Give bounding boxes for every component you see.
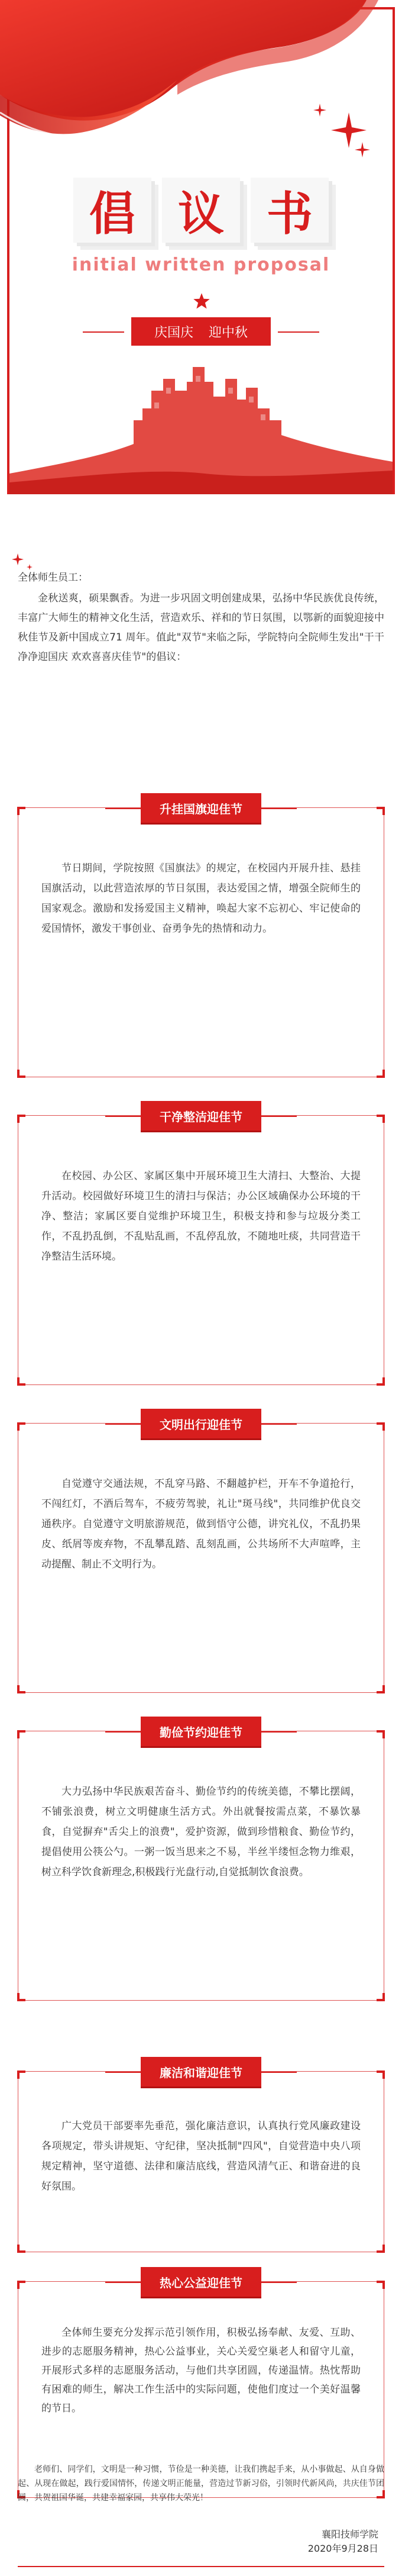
- section-flag: [18, 793, 384, 1077]
- section-integrity: [18, 2057, 384, 2252]
- section-frame: [18, 807, 384, 1077]
- intro-paragraph: 金秋送爽，硕果飘香。为进一步巩固文明创建成果，弘扬中华民族优良传统，丰富广大师生的精神文化生活，营造欢乐、祥和的节日氛围，以鄂新的面貌迎接中秋佳节及新中国成立71 周年。值此"双节"来临之际，学院特向全院师生发出"干干净净迎国庆 欢欢喜喜庆佳节"的倡议：: [18, 593, 384, 663]
- signoff-org: 襄阳技师学院: [321, 2529, 378, 2540]
- slogan-band: [131, 317, 271, 346]
- signoff-date: 2020年9月28日: [307, 2543, 378, 2554]
- title-char: 倡: [73, 178, 151, 243]
- header-banner: [0, 0, 402, 494]
- city-skyline-illustration: [9, 355, 393, 494]
- title-char: 书: [251, 178, 329, 243]
- english-subtitle: initial written proposal: [72, 255, 330, 275]
- section-civil-travel: [18, 1409, 384, 1693]
- section-title: 勤俭节约迎佳节: [141, 1717, 261, 1746]
- section-body: 自觉遵守交通法规，不乱穿马路、不翻越护栏，开车不争道抢行，不闯红灯，不酒后驾车，不疲劳驾驶，礼让"斑马线"，共同维护优良交通秩序。自觉遵守文明旅游规范，做到悟守公德，讲究礼仪，不乱扔果皮、纸屑等废弃物，不乱攀乱踏、乱刻乱画，公共场所不大声喧哗，主动提醒、制止不文明行为。: [41, 1478, 361, 1570]
- proposal-title: [53, 178, 349, 243]
- section-body: 节日期间，学院按照《国旗法》的规定，在校园内开展升挂、悬挂国旗活动，以此营造浓厚的节日氛围，表达爱国之情，增强全院师生的国家观念。激励和发扬爱国主义精神，唤起大家不忘初心、牢记使命的爱国情怀，激发干事创业、奋勇争先的热情和动力。: [41, 862, 361, 935]
- greeting: 全体师生员工：: [18, 572, 88, 584]
- intro-section: [18, 568, 384, 667]
- section-title: 文明出行迎佳节: [141, 1409, 261, 1438]
- section-title: 干净整洁迎佳节: [141, 1101, 261, 1131]
- divider: [83, 331, 124, 333]
- five-point-star-icon: [193, 292, 210, 310]
- section-title: 升挂国旗迎佳节: [141, 793, 261, 823]
- slogan-text: 庆国庆: [154, 325, 193, 340]
- section-body: 大力弘扬中华民族艰苦奋斗、勤俭节约的传统美德，不攀比摆阔，不铺张浪费，树立文明健康生活方式。外出就餐按需点菜，不暴饮暴食，自觉摒弃"舌尖上的浪费"，爱护资源，做到珍惜粮食、勤俭节约，提倡使用公筷公勺。一粥一饭当思来之不易，半丝半缕恒念物力维艰，树立科学饮食新理念,积极践行光盘行动,自觉抵制饮食浪费。: [41, 1786, 361, 1878]
- section-thrift: [18, 1717, 384, 2001]
- divider: [278, 331, 319, 333]
- footer-divider: [18, 2566, 384, 2567]
- closing-paragraph: 老师们、同学们，文明是一种习惯，节俭是一种美德，让我们携起手来，从小事做起、从自身做起、从现在做起，践行爱国情怀，传递文明正能量，营造过节新习俗，引领时代新风尚，共庆佳节团圆，共贺祖国华诞，共建幸福家园，共享伟大荣光！: [18, 2465, 384, 2503]
- section-body: 在校园、办公区、家属区集中开展环境卫生大清扫、大整治、大提升活动。校园做好环境卫生的清扫与保洁；办公区域确保办公环境的干净、整洁；家属区要自觉维护环境卫生，积极支持和参与垃圾分类工作，不乱扔乱倒，不乱贴乱画，不乱停乱放，不随地吐痰，共同营造干净整洁生活环境。: [41, 1170, 361, 1263]
- section-title: 热心公益迎佳节: [141, 2267, 261, 2297]
- section-cleanliness: [18, 1101, 384, 1385]
- section-body: 全体师生要充分发挥示范引领作用，积极弘扬奉献、友爱、互助、进步的志愿服务精神，热心公益事业，关心关爱空巢老人和留守儿童，开展形式多样的志愿服务活动，与他们共享团圆，传递温情。热忱帮助有困难的师生，解决工作生活中的实际问题，使他们度过一个美好温馨的节日。: [41, 2327, 361, 2414]
- star-icon: [313, 104, 326, 117]
- section-title: 廉洁和谐迎佳节: [141, 2057, 261, 2086]
- signoff: [308, 2527, 378, 2556]
- slogan-text: 迎中秋: [209, 325, 248, 340]
- red-flag-decoration: [0, 0, 402, 178]
- section-body: 广大党员干部要率先垂范，强化廉洁意识，认真执行党风廉政建设各项规定，带头讲规矩、守纪律，坚决抵制"四风"，自觉营造中央八项规定精神，坚守道德、法律和廉洁底线，营造风清气正、和谐奋进的良好氛围。: [41, 2120, 361, 2192]
- star-icon: [355, 142, 370, 157]
- title-char: 议: [162, 178, 240, 243]
